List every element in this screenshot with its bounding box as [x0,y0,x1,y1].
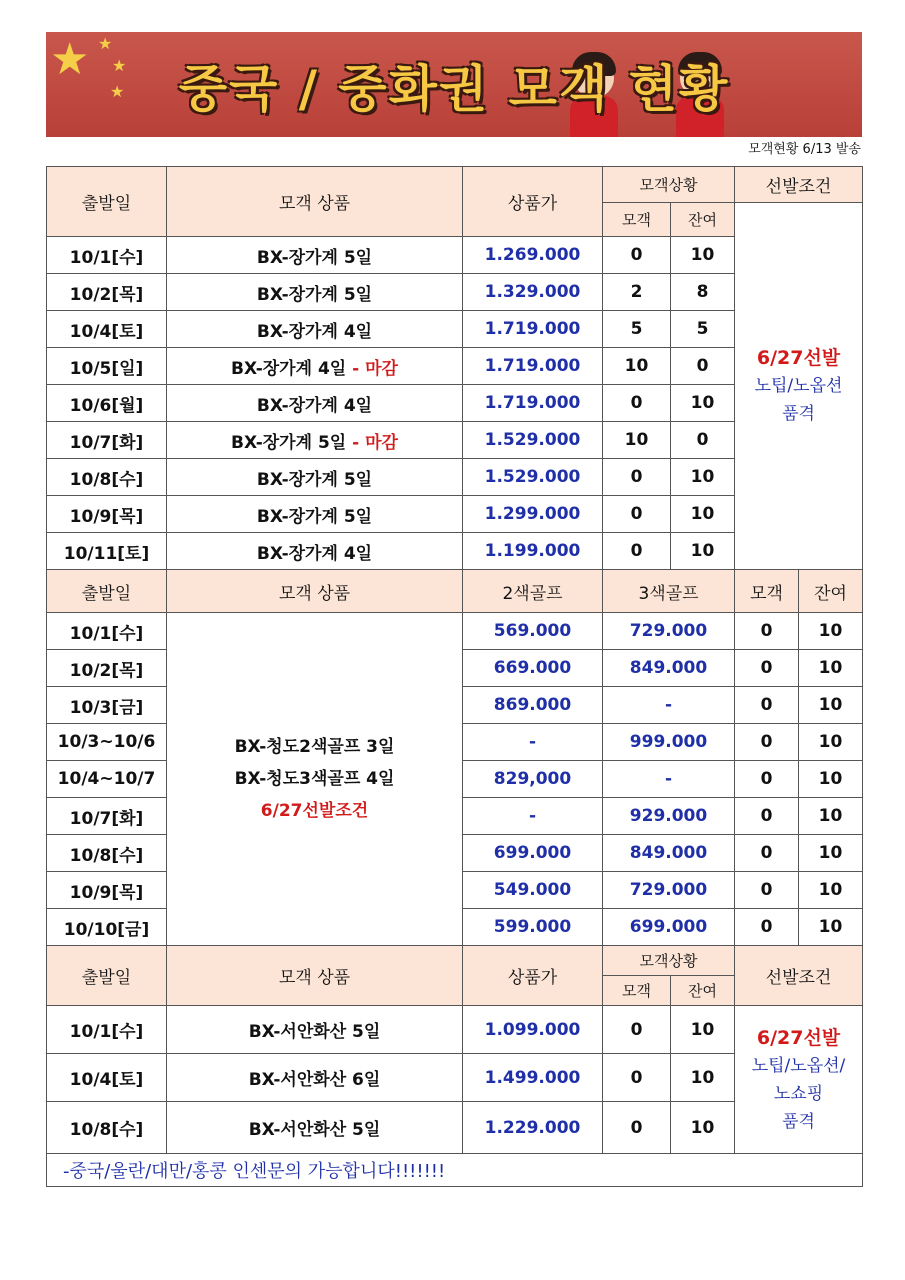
recruited-cell: 0 [603,1054,671,1102]
date-cell: 10/4[토] [47,311,167,348]
recruited-cell: 0 [603,1006,671,1054]
date-cell: 10/1[수] [47,1006,167,1054]
remaining-cell: 10 [671,237,735,274]
header-date: 출발일 [47,946,167,1006]
table-qingdao-golf [46,569,863,946]
product-name: BX-장가계 5일 [256,506,373,527]
condition-label: 6/27선발조건 [260,801,369,821]
remaining-cell: 10 [671,1054,735,1102]
header-remaining: 잔여 [671,976,735,1006]
price-cell: 1.099.000 [463,1006,603,1054]
product-cell: BX-서안화산 6일 [167,1054,463,1102]
product-cell [167,422,463,459]
date-cell: 10/9[목] [47,872,167,909]
remaining-cell: 10 [799,761,863,798]
date-cell: 10/9[목] [47,496,167,533]
remaining-cell: 10 [671,496,735,533]
table-row [47,613,863,650]
remaining-cell: 10 [799,687,863,724]
product-name: BX-장가계 5일 [256,469,373,490]
header-remaining: 잔여 [671,203,735,237]
price-cell: 1.299.000 [463,496,603,533]
golf3-price-cell: 999.000 [603,724,735,761]
price-cell: 1.719.000 [463,311,603,348]
flag-star-icon: ★ [112,56,127,75]
remaining-cell: 0 [671,422,735,459]
header-product: 모객 상품 [167,570,463,613]
title-banner [46,32,862,137]
condition-terms: 노팁/노옵션 [754,376,843,396]
golf3-price-cell: 849.000 [603,650,735,687]
golf2-price-cell: 669.000 [463,650,603,687]
golf-product-cell [167,613,463,946]
recruited-cell: 10 [603,348,671,385]
product-cell [167,237,463,274]
product-cell [167,348,463,385]
remaining-cell: 10 [799,724,863,761]
sent-date-note: 모객현황 6/13 발송 [748,142,861,157]
remaining-cell: 10 [799,798,863,835]
remaining-cell: 10 [799,650,863,687]
product-cell [167,385,463,422]
header-golf2: 2색골프 [463,570,603,613]
recruited-cell: 10 [603,422,671,459]
date-cell: 10/7[화] [47,422,167,459]
remaining-cell: 10 [799,835,863,872]
header-product: 모객 상품 [167,946,463,1006]
price-cell: 1.329.000 [463,274,603,311]
remaining-cell: 10 [671,1006,735,1054]
condition-date: 6/27선발 [756,347,841,369]
header-product: 모객 상품 [167,167,463,237]
recruited-cell: 0 [735,687,799,724]
remaining-cell: 10 [671,385,735,422]
golf2-price-cell: 549.000 [463,872,603,909]
recruited-cell: 0 [735,872,799,909]
golf2-price-cell: 869.000 [463,687,603,724]
remaining-cell: 10 [799,613,863,650]
recruited-cell: 0 [603,459,671,496]
recruited-cell: 0 [603,237,671,274]
recruited-cell: 0 [735,613,799,650]
remaining-cell: 8 [671,274,735,311]
date-cell: 10/5[일] [47,348,167,385]
date-cell: 10/3~10/6 [47,724,167,761]
remaining-cell: 0 [671,348,735,385]
header-status: 모객상황 [603,946,735,976]
page-title: 중국 / 중화권 모객 현황 [178,59,730,118]
closed-label: - 마감 [352,358,398,379]
header-recruited: 모객 [603,976,671,1006]
golf3-price-cell: 699.000 [603,909,735,946]
header-recruited: 모객 [735,570,799,613]
condition-terms: 노팁/노옵션/ [751,1055,846,1076]
date-cell: 10/8[수] [47,1102,167,1154]
header-price: 상품가 [463,946,603,1006]
golf2-price-cell: 599.000 [463,909,603,946]
product-cell [167,533,463,570]
product-name: BX-장가계 4일 [256,543,373,564]
remaining-cell: 10 [799,909,863,946]
price-cell: 1.229.000 [463,1102,603,1154]
header-condition: 선발조건 [735,946,863,1006]
recruited-cell: 0 [603,533,671,570]
product-name: BX-장가계 5일 [256,284,373,305]
condition-grade: 품격 [782,404,815,424]
date-cell: 10/4~10/7 [47,761,167,798]
incentive-note: -중국/울란/대만/홍콩 인센문의 가능합니다!!!!!!! [47,1154,863,1187]
price-cell: 1.269.000 [463,237,603,274]
flag-star-icon: ★ [50,34,90,85]
product-cell [167,496,463,533]
condition-cell [735,203,863,570]
recruited-cell: 0 [735,835,799,872]
product-cell [167,274,463,311]
header-date: 출발일 [47,167,167,237]
product-name: BX-청도2색골프 3일 [234,737,395,757]
condition-grade: 품격 [782,1111,815,1132]
price-cell: 1.529.000 [463,422,603,459]
date-cell: 10/2[목] [47,650,167,687]
price-cell: 1.719.000 [463,385,603,422]
product-cell [167,311,463,348]
product-cell [167,459,463,496]
golf3-price-cell: 729.000 [603,613,735,650]
price-cell: 1.199.000 [463,533,603,570]
date-cell: 10/7[화] [47,798,167,835]
product-cell: BX-서안화산 5일 [167,1102,463,1154]
price-cell: 1.719.000 [463,348,603,385]
header-date: 출발일 [47,570,167,613]
recruited-cell: 0 [603,385,671,422]
table-row [47,1006,863,1054]
remaining-cell: 10 [671,533,735,570]
remaining-cell: 10 [671,459,735,496]
header-price: 상품가 [463,167,603,237]
condition-cell [735,1006,863,1154]
date-cell: 10/1[수] [47,613,167,650]
product-name: BX-청도3색골프 4일 [234,769,395,789]
golf3-price-cell: 729.000 [603,872,735,909]
recruited-cell: 5 [603,311,671,348]
golf2-price-cell: 699.000 [463,835,603,872]
table-xian-huashan [46,945,863,1187]
product-name: BX-장가계 4일 [231,358,347,379]
product-cell: BX-서안화산 5일 [167,1006,463,1054]
date-cell: 10/11[토] [47,533,167,570]
golf2-price-cell: 829,000 [463,761,603,798]
table-zhangjiajie [46,166,863,570]
condition-shopping: 노쇼핑 [773,1083,824,1104]
date-cell: 10/8[수] [47,459,167,496]
remaining-cell: 10 [671,1102,735,1154]
date-cell: 10/8[수] [47,835,167,872]
recruited-cell: 0 [735,798,799,835]
date-cell: 10/6[월] [47,385,167,422]
header-remaining: 잔여 [799,570,863,613]
header-condition: 선발조건 [735,167,863,203]
remaining-cell: 5 [671,311,735,348]
recruited-cell: 2 [603,274,671,311]
date-cell: 10/10[금] [47,909,167,946]
price-cell: 1.499.000 [463,1054,603,1102]
date-cell: 10/3[금] [47,687,167,724]
flag-star-icon: ★ [98,34,113,53]
header-golf3: 3색골프 [603,570,735,613]
golf3-price-cell: 929.000 [603,798,735,835]
date-cell: 10/1[수] [47,237,167,274]
golf2-price-cell: 569.000 [463,613,603,650]
date-cell: 10/2[목] [47,274,167,311]
golf3-price-cell: - [603,761,735,798]
golf3-price-cell: 849.000 [603,835,735,872]
product-name: BX-장가계 5일 [256,247,373,268]
recruited-cell: 0 [735,909,799,946]
recruited-cell: 0 [735,650,799,687]
recruited-cell: 0 [603,496,671,533]
recruited-cell: 0 [735,724,799,761]
recruited-cell: 0 [603,1102,671,1154]
closed-label: - 마감 [352,432,398,453]
flag-star-icon: ★ [110,82,125,101]
golf3-price-cell: - [603,687,735,724]
date-cell: 10/4[토] [47,1054,167,1102]
product-name: BX-장가계 4일 [256,395,373,416]
product-name: BX-장가계 4일 [256,321,373,342]
golf2-price-cell: - [463,724,603,761]
price-cell: 1.529.000 [463,459,603,496]
recruited-cell: 0 [735,761,799,798]
golf2-price-cell: - [463,798,603,835]
condition-date: 6/27선발 [756,1026,841,1049]
header-recruited: 모객 [603,203,671,237]
product-name: BX-장가계 5일 [231,432,347,453]
remaining-cell: 10 [799,872,863,909]
header-status: 모객상황 [603,167,735,203]
